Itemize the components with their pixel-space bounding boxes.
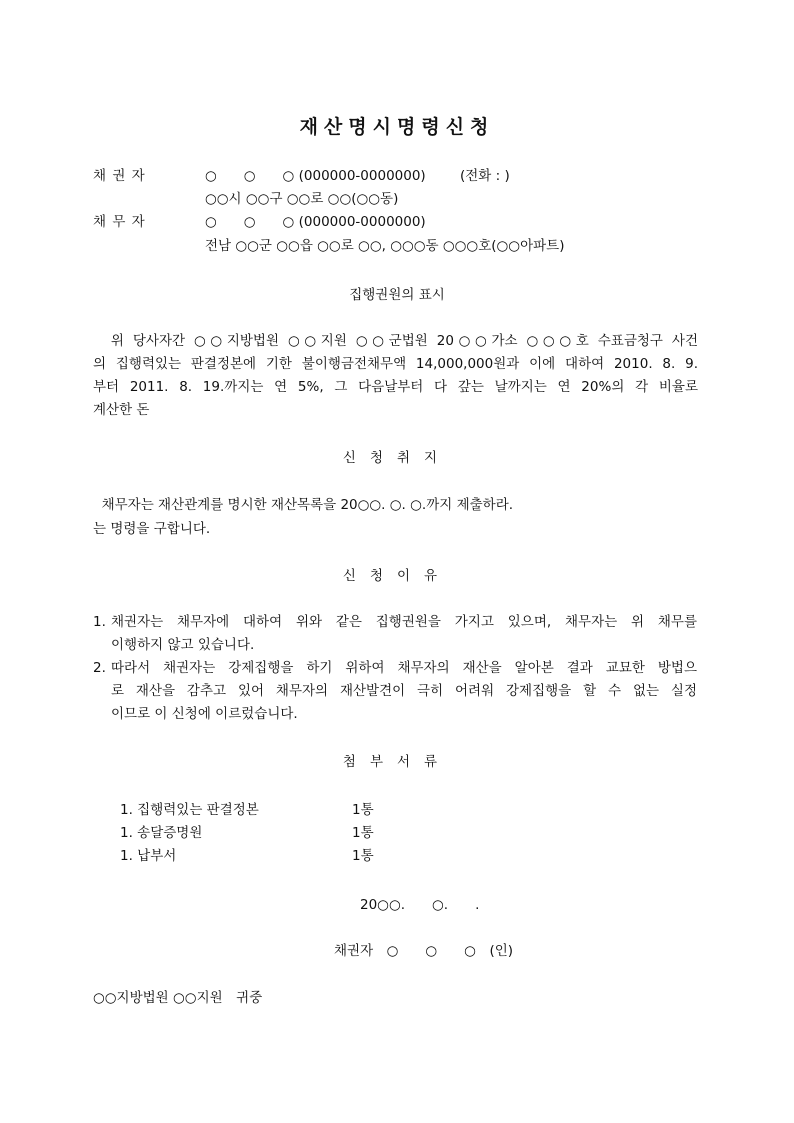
attachment-name: 1. 납부서 [120,848,177,864]
reasons-list [93,612,698,727]
reason-text: 따라서 채권자는 강제집행을 하기 위하여 채무자의 재산을 알아본 결과 교묘한 방법으 [111,660,697,676]
reasons-heading: 신청이유 [342,568,452,584]
attachment-count: 1통 [352,802,374,818]
court-addressee: ○○지방법원 ○○지원 귀중 [93,990,263,1006]
debtor-address: 전남 ○○군 ○○읍 ○○로 ○○, ○○○동 ○○○호(○○아파트) [205,238,565,254]
reason-item-1-cont [93,635,698,658]
creditor-label: 채 권 자 [93,168,146,184]
reason-text: 채권자는 채무자에 대하여 위와 같은 집행권원을 가지고 있으며, 채무자는 위 채무를 [111,614,697,630]
execution-line: 의 집행력있는 판결정본에 기한 불이행금전채무액 14,000,000원과 이에 대하여 2010. 8. 9. [93,356,698,372]
execution-line: 부터 2011. 8. 19.까지는 연 5%, 그 다음날부터 다 갚는 날까지는 연 20%의 각 비율로 [93,379,698,395]
reason-item-1 [93,612,698,635]
document-title: 재산명시명령신청 [299,116,495,138]
debtor-label: 채 무 자 [93,214,146,230]
purpose-heading: 신청취지 [342,450,452,466]
debtor-name: ○ ○ ○ (000000-0000000) [205,214,426,230]
reason-item-2-cont [93,704,698,727]
creditor-name: ○ ○ ○ (000000-0000000) [205,168,426,184]
attachment-name: 1. 집행력있는 판결정본 [120,802,259,818]
reason-item-2-cont [93,681,698,704]
execution-body [93,331,698,423]
purpose-line-1: 채무자는 재산관계를 명시한 재산목록을 20○○. ○. ○.까지 제출하라. [93,497,514,513]
reason-item-2 [93,658,698,681]
purpose-line-2: 는 명령을 구합니다. [93,521,211,537]
reason-number: 2. [93,660,106,676]
attachment-count: 1통 [352,825,374,841]
reason-number: 1. [93,614,106,630]
attachment-name: 1. 송달증명원 [120,825,203,841]
creditor-address: ○○시 ○○구 ○○로 ○○(○○동) [205,191,399,207]
execution-line: 위 당사자간 ○○지방법원 ○○지원 ○○군법원 20○○가소 ○○○호 수표금청구 사건 [93,333,698,349]
creditor-phone: (전화 : ) [460,168,510,184]
attachments-heading: 첨부서류 [342,754,452,770]
filing-date: 20○○. ○. . [360,897,480,913]
execution-line: 계산한 돈 [93,402,150,418]
creditor-signature: 채권자 ○ ○ ○ (인) [334,943,514,959]
attachment-count: 1통 [352,848,374,864]
reason-text: 이행하지 않고 있습니다. [111,637,255,653]
reason-text: 이므로 이 신청에 이르렀습니다. [111,706,298,722]
reason-text: 로 재산을 감추고 있어 채무자의 재산발견이 극히 어려워 강제집행을 할 수 없는 실정 [111,683,697,699]
execution-heading: 집행권원의 표시 [349,287,445,303]
